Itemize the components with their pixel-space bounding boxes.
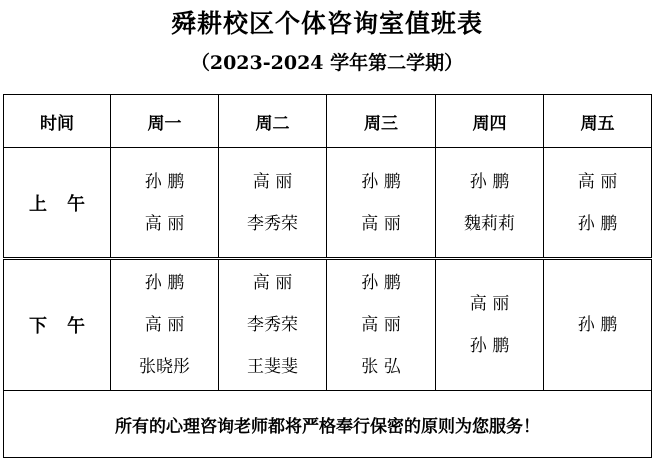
- staff-name: 高 丽: [469, 294, 510, 314]
- staff-name: 高 丽: [144, 213, 185, 234]
- staff-name: 孙 鹏: [144, 273, 185, 293]
- staff-name: 高 丽: [577, 171, 618, 192]
- semester-subtitle: （2023-2024 学年第二学期）: [190, 52, 464, 74]
- confidentiality-note: 所有的心理咨询老师都将严格奉行保密的原则为您服务！: [4, 391, 652, 458]
- staff-name: 张 弘: [361, 357, 401, 377]
- footer-row: [4, 391, 652, 458]
- staff-name: 高 丽: [252, 171, 293, 192]
- staff-name: 孙 鹏: [469, 336, 510, 356]
- staff-name: 李秀荣: [247, 213, 298, 234]
- cell-afternoon-wed: [327, 259, 436, 391]
- period-morning: 上午: [4, 148, 111, 259]
- staff-name: 王斐斐: [247, 357, 298, 377]
- cell-morning-tue: [219, 148, 327, 259]
- staff-name: 孙 鹏: [361, 273, 401, 293]
- staff-name: 高 丽: [144, 315, 185, 335]
- cell-afternoon-mon: [111, 259, 219, 391]
- staff-name: 高 丽: [361, 315, 401, 335]
- table-row-afternoon: [4, 259, 652, 391]
- header-day-tue: 周二: [219, 95, 327, 148]
- page-title: 舜耕校区个体咨询室值班表: [170, 9, 483, 38]
- cell-afternoon-thu: [436, 259, 544, 391]
- cell-morning-wed: [327, 148, 436, 259]
- staff-name: 张晓彤: [139, 357, 190, 377]
- header-day-thu: 周四: [436, 95, 544, 148]
- cell-morning-fri: [544, 148, 652, 259]
- staff-name: 孙 鹏: [144, 171, 185, 192]
- cell-morning-thu: [436, 148, 544, 259]
- header-day-fri: 周五: [544, 95, 652, 148]
- staff-name: 孙 鹏: [469, 171, 510, 192]
- cell-afternoon-tue: [219, 259, 327, 391]
- staff-name: 孙 鹏: [577, 315, 618, 335]
- header-day-mon: 周一: [111, 95, 219, 148]
- header-day-wed: 周三: [327, 95, 436, 148]
- header-row: [4, 95, 652, 148]
- staff-name: 孙 鹏: [577, 213, 618, 234]
- staff-name: 孙 鹏: [361, 171, 401, 192]
- table-row-morning: [4, 148, 652, 259]
- staff-name: 高 丽: [252, 273, 293, 293]
- staff-name: 李秀荣: [247, 315, 298, 335]
- header-time: 时间: [4, 95, 111, 148]
- period-afternoon: 下午: [4, 259, 111, 391]
- staff-name: 高 丽: [361, 213, 401, 234]
- duty-schedule-table: [3, 94, 652, 458]
- staff-name: 魏莉莉: [464, 213, 515, 234]
- cell-morning-mon: [111, 148, 219, 259]
- cell-afternoon-fri: [544, 259, 652, 391]
